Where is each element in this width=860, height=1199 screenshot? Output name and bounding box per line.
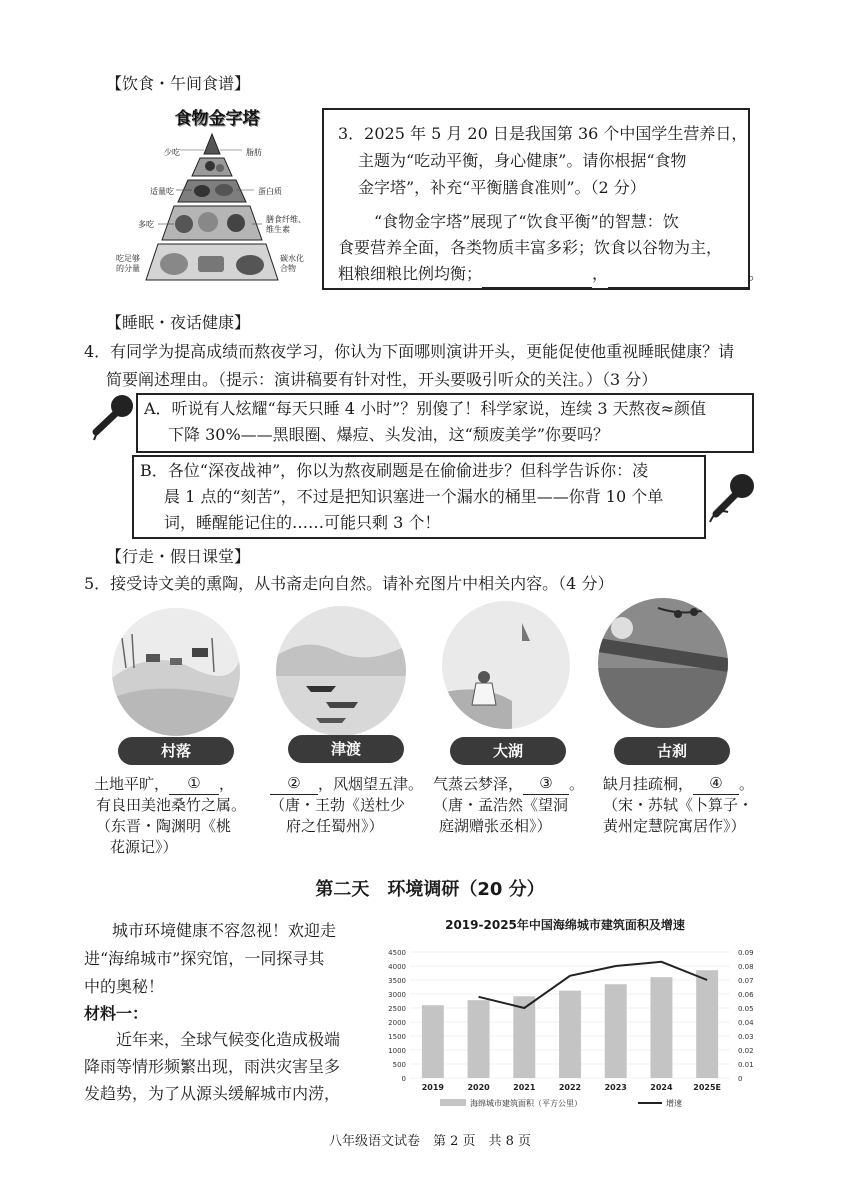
x-tick-label: 2025E <box>693 1083 722 1092</box>
q3-blank-2[interactable] <box>608 267 748 288</box>
y-right-tick-label: 0.04 <box>738 1019 754 1027</box>
option-b-line-2: 晨 1 点的“刻苦”，不过是把知识塞进一个漏水的桶里——你背 10 个单 <box>164 487 664 506</box>
x-tick-label: 2022 <box>558 1083 582 1092</box>
option-a-line-1: A．听说有人炫耀“每天只睡 4 小时”？别傻了！科学家说，连续 3 天熬夜≈颜值 <box>144 399 707 418</box>
temple-image <box>598 598 728 728</box>
x-tick-label: 2023 <box>604 1083 627 1092</box>
sponge-city-chart <box>370 910 760 1120</box>
option-b-box <box>132 455 706 539</box>
blank-3[interactable]: ③ <box>523 773 569 795</box>
blank-4[interactable]: ④ <box>693 773 739 795</box>
y-left-tick-label: 4500 <box>388 949 406 957</box>
pyramid-label-fiber: 膳食纤维、 维生素 <box>266 215 306 234</box>
pyramid-label-fat: 脂肪 <box>246 148 262 157</box>
village-image <box>112 608 240 736</box>
q5-line-1: 5．接受诗文美的熏陶，从书斋走向自然。请补充图片中相关内容。（4 分） <box>84 574 614 593</box>
q3-line-6-text: 粗粮细粮比例均衡； <box>338 264 483 283</box>
day2-intro-2: 进“海绵城市”探究馆，一同探寻其 <box>84 949 325 968</box>
diet-section-header: 【饮食・午间食谱】 <box>106 74 251 93</box>
blank-1[interactable]: ① <box>169 773 219 795</box>
place-label-lake: 大湖 <box>450 737 566 765</box>
caption-temple-source-1: （宋・苏轼《卜算子・ <box>603 796 754 814</box>
y-right-tick-label: 0.09 <box>738 949 754 957</box>
food-pyramid-figure <box>112 102 312 288</box>
q4-line-2: 简要阐述理由。（提示：演讲稿要有针对性，开头要吸引听众的关注。）（3 分） <box>106 370 658 389</box>
legend-line-label: 增速 <box>666 1099 682 1108</box>
y-right-tick-label: 0.05 <box>738 1005 754 1013</box>
lake-image <box>442 601 570 729</box>
option-b-line-3: 词，睡醒能记住的……可能只剩 3 个！ <box>164 513 441 532</box>
day2-title: 第二天 环境调研（20 分） <box>315 879 545 900</box>
material-label: 材料一： <box>84 1004 149 1023</box>
q3-line-3: 金字塔”，补充“平衡膳食准则”。（2 分） <box>358 178 646 197</box>
option-a-line-2: 下降 30%——黑眼圈、爆痘、头发油，这“颓废美学”你要吗？ <box>168 425 610 444</box>
y-left-tick-label: 2000 <box>388 1019 406 1027</box>
blank-2[interactable]: ② <box>270 773 318 795</box>
y-right-tick-label: 0.07 <box>738 977 754 985</box>
q3-line-1: 3．2025 年 5 月 20 日是我国第 36 个中国学生营养日， <box>338 124 748 143</box>
option-b-line-1: B．各位“深夜战神”，你以为熬夜刷题是在偷偷进步？但科学告诉你：凌 <box>140 461 649 480</box>
chart-bar <box>696 970 718 1078</box>
day2-intro-3: 中的奥秘！ <box>84 977 165 996</box>
caption-village-line2: 有良田美池桑竹之属。 <box>96 796 247 814</box>
material-para-2: 降雨等情形频繁出现，雨洪灾害呈多 <box>84 1057 341 1076</box>
pyramid-label-eat-more: 多吃 <box>138 220 154 229</box>
caption-village <box>94 773 246 858</box>
x-tick-label: 2024 <box>650 1083 673 1092</box>
caption-ferry-post: ，风烟望五津。 <box>318 775 424 793</box>
caption-lake-source-1: （唐・孟浩然《望洞 <box>433 796 569 814</box>
day2-intro-1: 城市环境健康不容忽视！欢迎走 <box>112 921 337 940</box>
place-label-village: 村落 <box>118 737 234 765</box>
y-left-tick-label: 4000 <box>388 963 406 971</box>
chart-bar <box>605 984 627 1078</box>
q3-line-4: “食物金字塔”展现了“饮食平衡”的智慧：饮 <box>374 212 679 231</box>
sleep-section-header: 【睡眠・夜话健康】 <box>106 313 251 332</box>
chart-growth-line <box>479 962 708 1008</box>
y-right-tick-label: 0.01 <box>738 1061 754 1069</box>
pyramid-label-staple: 吃足够 的分量 <box>116 254 140 273</box>
caption-lake-pre: 气蒸云梦泽， <box>433 775 524 793</box>
caption-village-source-1: （东晋・陶渊明《桃 <box>96 817 232 835</box>
legend-bar-swatch <box>440 1099 466 1106</box>
caption-ferry-source-2: 府之任蜀州》） <box>286 817 384 835</box>
chart-bar <box>650 977 672 1078</box>
q3-line-5: 食要营养全面，各类物质丰富多彩；饮食以谷物为主， <box>338 238 723 257</box>
caption-lake-post: 。 <box>569 775 585 793</box>
q3-line-2: 主题为“吃动平衡，身心健康”。请你根据“食物 <box>358 151 687 170</box>
caption-ferry-source-1: （唐・王勃《送杜少 <box>270 796 406 814</box>
material-para-1: 近年来，全球气候变化造成极端 <box>116 1030 341 1049</box>
caption-lake <box>433 773 584 837</box>
pyramid-label-eat-less: 少吃 <box>164 148 180 157</box>
y-right-tick-label: 0.02 <box>738 1047 754 1055</box>
pyramid-label-moderate: 适量吃 <box>150 187 174 196</box>
legend-bar-label: 海绵城市建筑面积（平方公里） <box>470 1099 582 1108</box>
y-left-tick-label: 0 <box>401 1075 406 1083</box>
caption-village-pre: 土地平旷， <box>94 775 170 793</box>
y-right-tick-label: 0.06 <box>738 991 754 999</box>
y-left-tick-label: 1500 <box>388 1033 406 1041</box>
pyramid-title: 食物金字塔 <box>174 109 260 129</box>
chart-bar <box>422 1005 444 1078</box>
q3-comma: ， <box>592 264 609 283</box>
x-tick-label: 2019 <box>421 1083 444 1092</box>
pyramid-label-carbs: 碳水化 合物 <box>280 254 304 273</box>
material-para-3: 发趋势，为了从源头缓解城市内涝， <box>84 1084 341 1103</box>
pyramid-label-protein: 蛋白质 <box>258 187 282 196</box>
q3-period: 。 <box>748 264 765 283</box>
y-right-tick-label: 0 <box>738 1075 743 1083</box>
caption-temple-source-2: 黄州定慧院寓居作》） <box>603 817 746 835</box>
q4-line-1: 4．有同学为提高成绩而熬夜学习，你认为下面哪则演讲开头，更能促使他重视睡眠健康？请 <box>84 342 735 361</box>
y-left-tick-label: 3500 <box>388 977 406 985</box>
place-label-temple: 古刹 <box>614 737 730 765</box>
walk-section-header: 【行走・假日课堂】 <box>106 547 251 566</box>
chart-title: 2019-2025年中国海绵城市建筑面积及增速 <box>445 918 685 932</box>
caption-temple-pre: 缺月挂疏桐， <box>603 775 694 793</box>
y-right-tick-label: 0.08 <box>738 963 754 971</box>
x-tick-label: 2021 <box>513 1083 536 1092</box>
y-left-tick-label: 1000 <box>388 1047 406 1055</box>
caption-village-post: ， <box>219 775 235 793</box>
caption-village-source-2: 花源记》） <box>110 838 178 856</box>
microphone-icon <box>84 392 136 442</box>
y-left-tick-label: 3000 <box>388 991 406 999</box>
caption-lake-source-2: 庭湖赠张丞相》） <box>439 817 552 835</box>
caption-temple-post: 。 <box>739 775 755 793</box>
caption-temple <box>603 773 754 837</box>
chart-plot <box>370 910 760 1120</box>
chart-bar <box>559 991 581 1078</box>
ferry-image <box>276 606 406 736</box>
caption-ferry <box>270 773 423 837</box>
y-left-tick-label: 500 <box>392 1061 406 1069</box>
option-a-box <box>136 393 754 453</box>
chart-bar <box>468 1000 490 1078</box>
q3-blank-1[interactable] <box>482 267 592 288</box>
q3-box <box>322 108 765 290</box>
y-right-tick-label: 0.03 <box>738 1033 754 1041</box>
page-footer: 八年级语文试卷 第 2 页 共 8 页 <box>328 1134 532 1149</box>
x-tick-label: 2020 <box>467 1083 490 1092</box>
place-label-ferry: 津渡 <box>288 735 404 763</box>
y-left-tick-label: 2500 <box>388 1005 406 1013</box>
microphone-icon-right <box>702 470 758 528</box>
q3-line-6 <box>338 260 764 288</box>
